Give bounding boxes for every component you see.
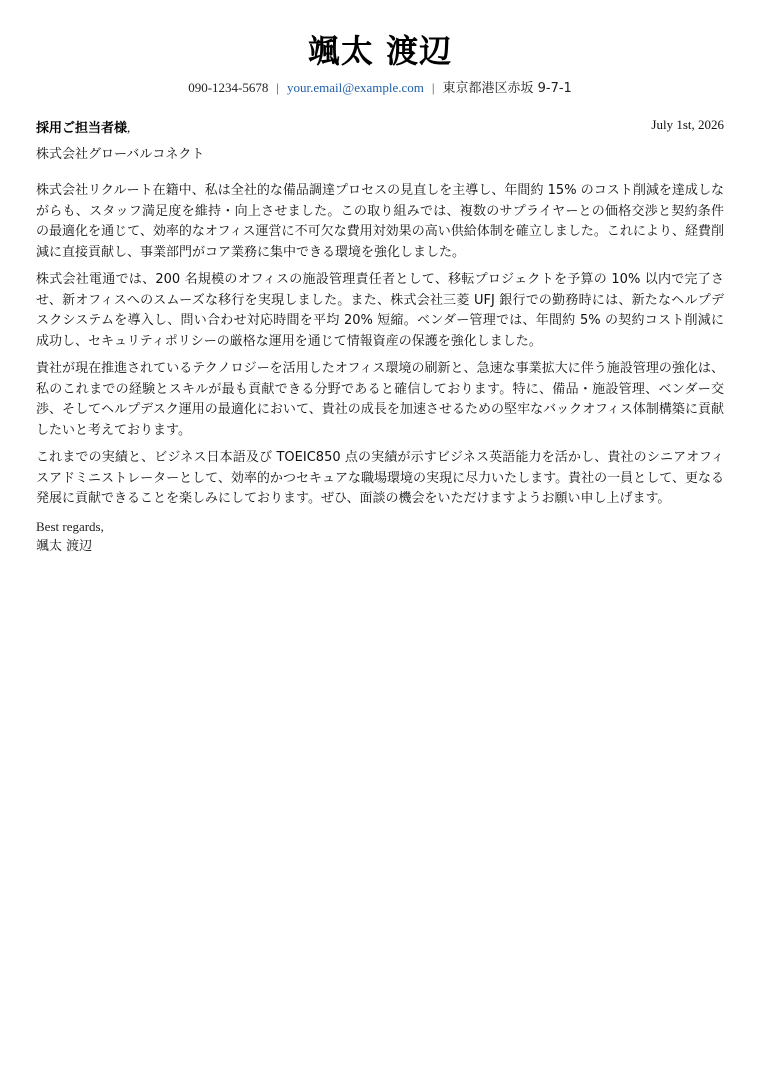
body-paragraph: 株式会社電通では、200 名規模のオフィスの施設管理責任者として、移転プロジェクトを予算の 10% 以内で完了させ、新オフィスへのスムーズな移行を実現しました。また、株式会社三菱 UFJ 銀行での勤務時には、新たなヘルプデスクシステムを導入し、問い合わせ対応時間を平均 20% 短縮。ベンダー管理では、年間約 5% の契約コスト削減に成功し、セキュリティポリシーの厳格な運用を通じて情報資産の保護を強化しました。 [36,272,724,349]
email-link[interactable]: your.email@example.com [286,80,424,95]
address: 東京都港区赤坂 9-7-1 [442,81,572,96]
phone-number: 090-1234-5678 [188,80,269,95]
salutation-comma: , [127,120,131,135]
letter-body [36,181,724,557]
contact-separator: | [431,80,435,95]
salutation [36,117,130,136]
salutation-text: 採用ご担当者様 [36,121,128,136]
contact-separator: | [276,80,279,95]
body-paragraph: これまでの実績と、ビジネス日本語及び TOEIC850 点の実績が示すビジネス英語能力を活かし、貴社のシニアオフィスアドミニストレーターとして、効率的かつセキュアな職場環境の実現に尽力いたします。貴社の一員として、更なる発展に貢献できることを楽しみにしております。ぜひ、面談の機会をいただけますようお願い申し上げます。 [36,450,724,506]
body-paragraph: 株式会社リクルート在籍中、私は全社的な備品調達プロセスの見直しを主導し、年間約 15% のコスト削減を達成しながらも、スタッフ満足度を維持・向上させました。この取り組みでは、複数のサプライヤーとの価格交渉と契約条件の最適化を通じて、効率的なオフィス運営に不可欠な費用対効果の高い供給体制を確立しました。これにより、経費削減に直接貢献し、事業部門がコア業務に集中できる環境を強化しました。 [36,183,724,260]
contact-line [0,77,760,96]
applicant-name: 颯太 渡辺 [307,32,453,70]
closing: Best regards, [36,518,104,534]
signature: 颯太 渡辺 [36,538,93,554]
body-paragraph: 貴社が現在推進されているテクノロジーを活用したオフィス環境の刷新と、急速な事業拡大に伴う施設管理の強化は、私のこれまでの経験とスキルが最も貢献できる分野であると確信しております。特に、備品・施設管理、ベンダー交渉、そしてヘルプデスク運用の最適化において、貴社の成長を加速させるための堅牢なバックオフィス体制構築に貢献したいと考えております。 [36,361,724,438]
letter-date: July 1st, 2026 [651,117,724,132]
salutation-row [36,117,724,137]
recipient-company: 株式会社グローバルコネクト [36,147,205,162]
